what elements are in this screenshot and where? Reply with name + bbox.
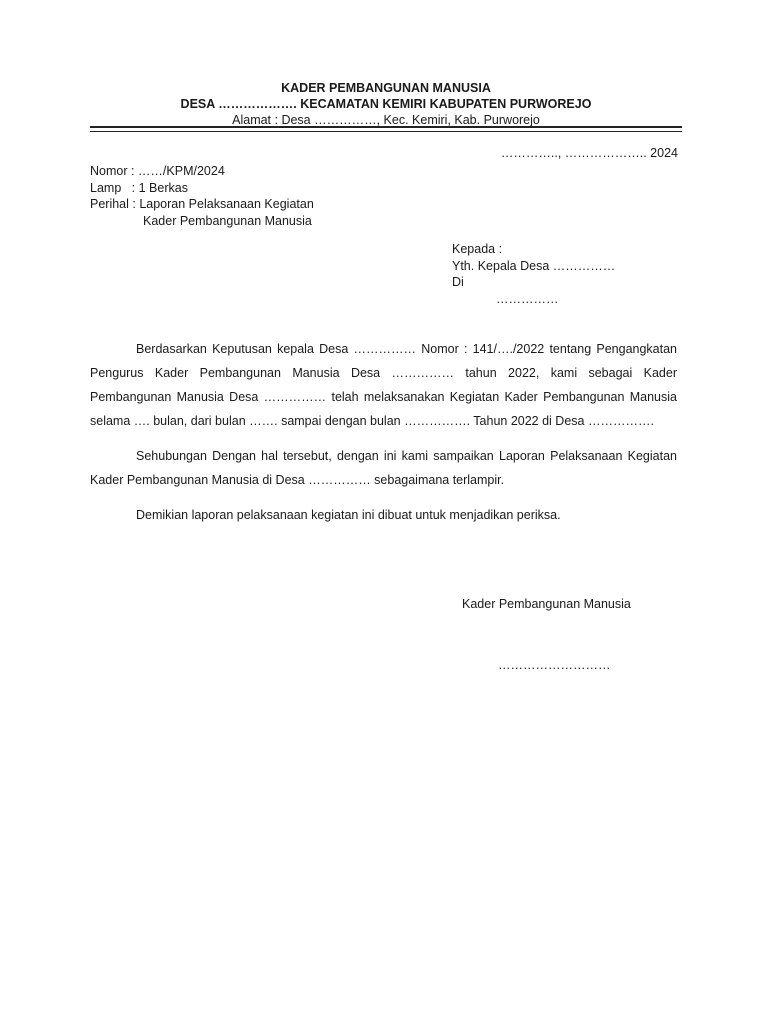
letter-number: Nomor : ……/KPM/2024 bbox=[90, 164, 225, 178]
body-paragraph-3: Demikian laporan pelaksanaan kegiatan ini dibuat untuk menjadikan periksa. bbox=[136, 508, 561, 522]
body-paragraph-1: Berdasarkan Keputusan kepala Desa …………… Nomor : 141/…./2022 tentang Pengangkatan Pengurus Kader Pembangunan Manusia Desa …………… tahun 2022, kami sebagai Kader Pembangunan Manusia Desa …………… telah melaksanakan Kegiatan Kader Pembangunan Manusia selama …. bulan, dari bulan ……. sampai dengan bulan ……………. Tahun 2022 di Desa ……………. bbox=[90, 342, 677, 428]
letter-date: ………….., ……………….. 2024 bbox=[500, 146, 678, 160]
letter-subject: Perihal : Laporan Pelaksanaan Kegiatan bbox=[90, 197, 314, 211]
letterhead-divider-thin bbox=[90, 131, 682, 132]
letter-subject-continued: Kader Pembangunan Manusia bbox=[143, 213, 312, 228]
addressee-block bbox=[452, 241, 615, 307]
addressee-label: Kepada : bbox=[452, 242, 503, 256]
addressee-place: …………… bbox=[496, 291, 559, 306]
addressee-di: Di bbox=[452, 275, 464, 289]
letter-attachment: Lamp : 1 Berkas bbox=[90, 180, 188, 195]
letter-meta bbox=[90, 163, 314, 229]
signature-title: Kader Pembangunan Manusia bbox=[462, 597, 631, 611]
body-paragraph-2: Sehubungan Dengan hal tersebut, dengan ini kami sampaikan Laporan Pelaksanaan Kegiatan Kader Pembangunan Manusia di Desa …………… sebagaimana terlampir. bbox=[90, 449, 677, 487]
signature-name: ……………………… bbox=[498, 658, 611, 672]
addressee-recipient: Yth. Kepala Desa …………… bbox=[452, 258, 616, 273]
letterhead-address: Alamat : Desa ……………, Kec. Kemiri, Kab. Purworejo bbox=[232, 113, 540, 127]
letterhead bbox=[90, 80, 682, 129]
letterhead-divider-thick bbox=[90, 126, 682, 128]
letterhead-title: KADER PEMBANGUNAN MANUSIA bbox=[281, 81, 491, 95]
letter-body bbox=[90, 337, 677, 527]
letterhead-subtitle: DESA ………………. KECAMATAN KEMIRI KABUPATEN PURWOREJO bbox=[180, 97, 592, 111]
